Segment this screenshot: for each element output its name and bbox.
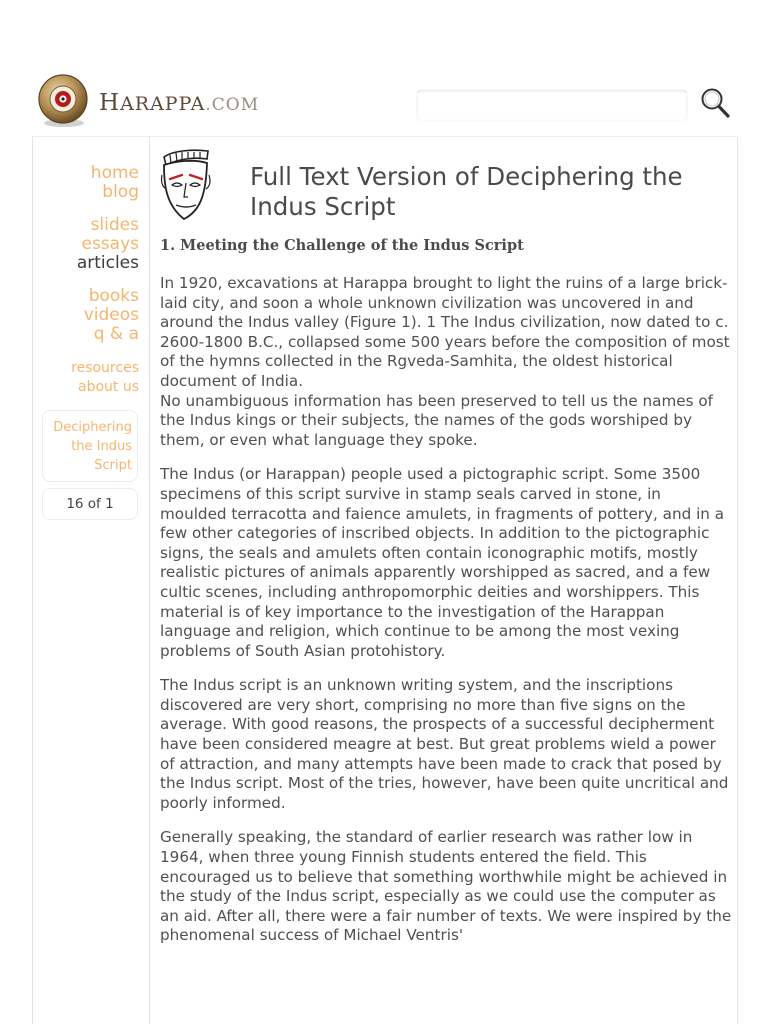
article-paragraph: In 1920, excavations at Harappa brought to light the ruins of a large brick-laid city, and soon a whole unknown civilization was uncovered in and around the Indus valley (Figure 1). 1 The Indus civilization, now dated to c. 2600-1800 B.C., collapsed some 500 years before the composition of most of the hymns collected in the Rgveda-Samhita, the oldest historical document of India. No unambiguous information has been preserved to tell us the names of the Indus kings or their subjects, the names of the gods worshiped by them, or even what language they spoke. [160, 274, 730, 449]
nav-group-content [77, 216, 139, 273]
nav-essays[interactable]: essays [81, 234, 139, 254]
magnifier-icon[interactable] [699, 86, 731, 122]
article-paragraph: The Indus script is an unknown writing system, and the inscriptions discovered are very short, comprising no more than five signs on the average. With good reasons, the prospects of a successful decipherment have been considered meagre at best. But great problems wield a power of attraction, and many attempts have been made to crack that posed by the Indus script. Most of the tries, however, have been quite uncritical and poorly informed. [160, 676, 729, 812]
nav-home[interactable]: home [90, 163, 139, 183]
logo-suffix: .COM [205, 95, 260, 115]
nav-books[interactable]: books [88, 286, 139, 306]
logo-initial: H [99, 90, 121, 116]
page-indicator: 16 of 1 [42, 488, 138, 520]
nav-group-primary [91, 164, 139, 202]
site-header [0, 0, 768, 136]
site-logo-wordmark[interactable] [99, 90, 259, 116]
nav-blog[interactable]: blog [102, 182, 139, 202]
doc-title-line: Deciphering [53, 420, 132, 435]
nav-resources[interactable]: resources [71, 360, 139, 376]
nav-videos[interactable]: videos [83, 305, 139, 325]
current-document-link[interactable] [42, 410, 138, 482]
nav-group-media [84, 287, 139, 344]
nav-about-us[interactable]: about us [77, 378, 139, 395]
nav-group-info [71, 359, 139, 396]
sidebar-divider [149, 137, 150, 1024]
doc-title-line: Script [94, 458, 132, 473]
nav-qa[interactable]: q & a [93, 324, 139, 344]
sidebar [32, 137, 149, 1024]
terracotta-mask-icon [160, 149, 212, 223]
nav-slides[interactable]: slides [90, 215, 139, 235]
harappa-seal-logo-icon[interactable] [36, 73, 92, 129]
article-body [160, 274, 732, 961]
article-paragraph: The Indus (or Harappan) people used a pictographic script. Some 3500 specimens of this script survive in stamp seals carved in stone, in moulded terracotta and faience amulets, in fragments of pottery, and in a few other categories of inscribed objects. In addition to the pictographic signs, the seals and amulets often contain iconographic motifs, mostly realistic pictures of animals apparently worshipped as sacred, and a few cultic scenes, including anthropomorphic deities and worshippers. This material is of key importance to the investigation of the Harappan language and religion, which continue to be among the most vexing problems of South Asian protohistory. [160, 465, 725, 660]
article-paragraph: Generally speaking, the standard of earlier research was rather low in 1964, when three young Finnish students entered the field. This encouraged us to believe that something worthwhile might be achieved in the study of the Indus script, especially as we could use the computer as an aid. After all, there were a fair number of texts. We were inspired by the phenomenal success of Michael Ventris' [160, 828, 732, 945]
doc-title-line: the Indus [71, 439, 132, 454]
logo-name: ARAPPA [120, 93, 206, 115]
section-heading: 1. Meeting the Challenge of the Indus Script [160, 237, 524, 254]
search-input[interactable] [417, 90, 687, 120]
nav-articles[interactable]: articles [76, 253, 139, 273]
page-title: Full Text Version of Deciphering the Indus Script [250, 162, 683, 221]
